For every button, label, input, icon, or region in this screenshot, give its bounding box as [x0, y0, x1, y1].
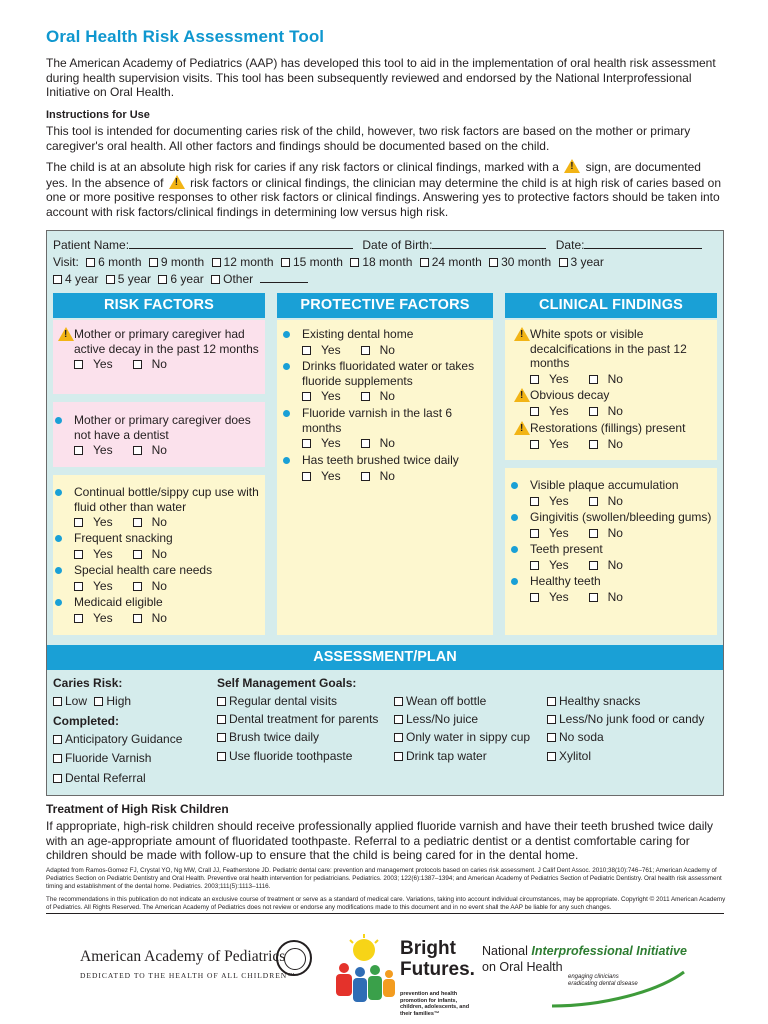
- checkbox[interactable]: [74, 518, 83, 527]
- nipi-national: National: [482, 944, 528, 958]
- bf-line-1: Bright: [400, 938, 456, 959]
- checkbox[interactable]: [133, 550, 142, 559]
- checkbox[interactable]: [149, 258, 158, 267]
- high-option[interactable]: High: [94, 694, 131, 708]
- bullet-icon: [511, 482, 518, 489]
- risk-item-5: Special health care needs Yes No: [55, 563, 260, 593]
- bullet-icon: [55, 567, 62, 574]
- yes-option[interactable]: Yes: [74, 579, 123, 593]
- risk-item-2: Mother or primary caregiver does not have a dentist Yes No: [55, 413, 260, 458]
- no-option[interactable]: No: [133, 443, 177, 457]
- patient-name-field[interactable]: [129, 238, 353, 249]
- no-option[interactable]: No: [133, 547, 177, 561]
- no-option[interactable]: No: [589, 494, 633, 508]
- checkbox[interactable]: [106, 275, 115, 284]
- nipi-tagline: engaging clinicians eradicating dental disease: [568, 974, 638, 987]
- goal-option[interactable]: Wean off bottle: [394, 694, 486, 708]
- assessment-form: [46, 230, 724, 796]
- checkbox[interactable]: [133, 582, 142, 591]
- dob-field[interactable]: [432, 238, 546, 249]
- checkbox[interactable]: [589, 440, 598, 449]
- checkbox[interactable]: [53, 735, 62, 744]
- protective-item-3: Fluoride varnish in the last 6 months Yes No: [283, 406, 488, 451]
- visit-option[interactable]: Other: [211, 272, 253, 286]
- checkbox[interactable]: [74, 446, 83, 455]
- yes-option[interactable]: Yes: [530, 526, 579, 540]
- yes-option[interactable]: Yes: [302, 436, 351, 450]
- checkbox[interactable]: [281, 258, 290, 267]
- checkbox[interactable]: [394, 697, 403, 706]
- bullet-icon: [511, 578, 518, 585]
- yes-option[interactable]: Yes: [74, 515, 123, 529]
- warning-icon: [514, 327, 530, 341]
- visit-option[interactable]: 6 month: [86, 255, 141, 269]
- yes-option[interactable]: Yes: [530, 372, 579, 386]
- bf-line-2: Futures.: [400, 959, 475, 980]
- goal-option[interactable]: Use fluoride toothpaste: [217, 749, 352, 763]
- bright-futures-logo: [330, 932, 475, 1017]
- checkbox[interactable]: [547, 697, 556, 706]
- treatment-heading: Treatment of High Risk Children: [46, 802, 229, 816]
- clinical-item-1: ! White spots or visible decalcifications in the past 12 months Yes No: [511, 327, 716, 386]
- no-option[interactable]: No: [133, 357, 177, 371]
- checkbox[interactable]: [217, 752, 226, 761]
- bf-tagline: prevention and health promotion for infants, children, adolescents, and their families™: [400, 991, 470, 1017]
- checkbox[interactable]: [547, 715, 556, 724]
- checkbox[interactable]: [530, 440, 539, 449]
- nipi-initiative: Interprofessional Initiative: [531, 944, 687, 958]
- checkbox[interactable]: [302, 439, 311, 448]
- checkbox[interactable]: [212, 258, 221, 267]
- yes-option[interactable]: Yes: [74, 357, 123, 371]
- completed-option[interactable]: Fluoride Varnish: [53, 751, 151, 765]
- no-option[interactable]: No: [589, 526, 633, 540]
- yes-option[interactable]: Yes: [302, 389, 351, 403]
- patient-name-label: Patient Name:: [53, 238, 130, 252]
- checkbox[interactable]: [530, 561, 539, 570]
- checkbox[interactable]: [53, 275, 62, 284]
- instructions-heading: Instructions for Use: [46, 109, 150, 121]
- warning-icon: [514, 421, 530, 435]
- no-option[interactable]: No: [589, 404, 633, 418]
- no-option[interactable]: No: [589, 558, 633, 572]
- protective-item-2: Drinks fluoridated water or takes fluoride supplements Yes No: [283, 359, 488, 404]
- checkbox[interactable]: [589, 593, 598, 602]
- yes-option[interactable]: Yes: [530, 404, 579, 418]
- aap-seal-icon: [276, 940, 312, 976]
- checkbox[interactable]: [350, 258, 359, 267]
- goal-option[interactable]: Drink tap water: [394, 749, 487, 763]
- checkbox[interactable]: [74, 360, 83, 369]
- checkbox[interactable]: [589, 407, 598, 416]
- checkbox[interactable]: [589, 375, 598, 384]
- nipi-logo: [482, 944, 687, 987]
- warning-icon: [564, 159, 580, 173]
- yes-option[interactable]: Yes: [530, 494, 579, 508]
- no-option[interactable]: No: [133, 611, 177, 625]
- goal-option[interactable]: Only water in sippy cup: [394, 730, 530, 744]
- bullet-icon: [55, 417, 62, 424]
- goals-label: Self Management Goals:: [217, 676, 357, 690]
- checkbox[interactable]: [559, 258, 568, 267]
- checkbox[interactable]: [530, 593, 539, 602]
- visit-line-1: [53, 255, 608, 269]
- checkbox[interactable]: [361, 439, 370, 448]
- aap-name: American Academy of Pediatrics: [80, 948, 286, 965]
- warning-icon: [169, 175, 185, 189]
- clinical-item-7: Healthy teeth Yes No: [511, 574, 716, 604]
- no-option[interactable]: No: [361, 469, 405, 483]
- low-option[interactable]: Low: [53, 694, 87, 708]
- goal-option[interactable]: No soda: [547, 730, 604, 744]
- checkbox[interactable]: [74, 582, 83, 591]
- bullet-icon: [55, 489, 62, 496]
- visit-option[interactable]: 6 year: [158, 272, 203, 286]
- caries-risk-label: Caries Risk:: [53, 676, 123, 690]
- footer-divider: [46, 913, 724, 914]
- checkbox[interactable]: [133, 614, 142, 623]
- date-field[interactable]: [584, 238, 702, 249]
- bullet-icon: [283, 457, 290, 464]
- checkbox[interactable]: [361, 346, 370, 355]
- nipi-oral-health: on Oral Health: [482, 960, 563, 974]
- no-option[interactable]: No: [589, 590, 633, 604]
- no-option[interactable]: No: [589, 437, 633, 451]
- aap-logo: [80, 948, 296, 980]
- checkbox[interactable]: [133, 360, 142, 369]
- warning-icon: [58, 327, 74, 341]
- clinical-item-3: ! Restorations (fillings) present Yes No: [511, 421, 716, 451]
- checkbox[interactable]: [86, 258, 95, 267]
- goal-option[interactable]: Healthy snacks: [547, 694, 640, 708]
- no-option[interactable]: No: [589, 372, 633, 386]
- protective-item-1: Existing dental home Yes No: [283, 327, 488, 357]
- checkbox[interactable]: [217, 733, 226, 742]
- no-option[interactable]: No: [361, 436, 405, 450]
- checkbox[interactable]: [217, 697, 226, 706]
- goal-option[interactable]: Dental treatment for parents: [217, 712, 378, 726]
- bullet-icon: [55, 535, 62, 542]
- yes-option[interactable]: Yes: [74, 547, 123, 561]
- goal-option[interactable]: Less/No juice: [394, 712, 478, 726]
- checkbox[interactable]: [489, 258, 498, 267]
- checkbox[interactable]: [53, 774, 62, 783]
- checkbox[interactable]: [589, 529, 598, 538]
- completed-option[interactable]: Dental Referral: [53, 771, 146, 785]
- checkbox[interactable]: [530, 529, 539, 538]
- checkbox[interactable]: [302, 392, 311, 401]
- page-title: Oral Health Risk Assessment Tool: [46, 27, 325, 46]
- no-option[interactable]: No: [361, 343, 405, 357]
- intro-paragraph: The American Academy of Pediatrics (AAP) has developed this tool to aid in the implementation of oral health risk assessment during health supervision visits. This tool has been subsequently reviewed and endorsed by the National Interprofessional Initiative on Oral Health.: [46, 56, 716, 99]
- yes-option[interactable]: Yes: [530, 437, 579, 451]
- visit-option[interactable]: 12 month: [212, 255, 274, 269]
- visit-option[interactable]: 3 year: [559, 255, 604, 269]
- checkbox[interactable]: [133, 446, 142, 455]
- visit-option[interactable]: 4 year: [53, 272, 98, 286]
- clinical-item-2: ! Obvious decay Yes No: [511, 388, 716, 418]
- checkbox[interactable]: [302, 346, 311, 355]
- checkbox[interactable]: [74, 614, 83, 623]
- checkbox[interactable]: [217, 715, 226, 724]
- goal-option[interactable]: Less/No junk food or candy: [547, 712, 704, 726]
- no-option[interactable]: No: [361, 389, 405, 403]
- protective-factors-header: PROTECTIVE FACTORS: [277, 293, 493, 318]
- nipi-swoosh-icon: [482, 970, 692, 1010]
- visit-option[interactable]: 9 month: [149, 255, 204, 269]
- checkbox[interactable]: [133, 518, 142, 527]
- checkbox[interactable]: [530, 497, 539, 506]
- completed-option[interactable]: Anticipatory Guidance: [53, 732, 182, 746]
- clinical-item-6: Teeth present Yes No: [511, 542, 716, 572]
- warning-icon: [514, 388, 530, 402]
- checkbox[interactable]: [302, 472, 311, 481]
- aap-tagline: DEDICATED TO THE HEALTH OF ALL CHILDREN™: [80, 971, 296, 980]
- visit-option[interactable]: 5 year: [106, 272, 151, 286]
- yes-option[interactable]: Yes: [74, 443, 123, 457]
- instructions-paragraph-2: [46, 159, 726, 219]
- completed-label: Completed:: [53, 714, 119, 728]
- checkbox[interactable]: [394, 715, 403, 724]
- checkbox[interactable]: [94, 697, 103, 706]
- checkbox[interactable]: [361, 472, 370, 481]
- references-text: Adapted from Ramos-Gomez FJ, Crystal YO, Ng MW, Crall JJ, Featherstone JD. Pediatric dental care: prevention and management protocols based on caries risk assessment. J Calif Dent Assoc. 2010;38(10):746–761; American Academy of Pediatrics Section on Pediatric Dentistry and Oral Health. Preventive oral health intervention for pediatricians. Pediatrics. 2003; 122(6):1387–1394; and American Academy of Pediatrics Section of Pediatric Dentistry. Oral health risk assessment timing and establishment of the dental home. Pediatrics. 2003;111(5):1113–1116.: [46, 867, 722, 890]
- clinical-item-5: Gingivitis (swollen/bleeding gums) Yes No: [511, 510, 716, 540]
- visit-option[interactable]: 30 month: [489, 255, 551, 269]
- visit-option[interactable]: 15 month: [281, 255, 343, 269]
- risk-item-4: Frequent snacking Yes No: [55, 531, 260, 561]
- yes-option[interactable]: Yes: [302, 469, 351, 483]
- bullet-icon: [283, 331, 290, 338]
- checkbox[interactable]: [74, 550, 83, 559]
- checkbox[interactable]: [589, 497, 598, 506]
- bullet-icon: [283, 363, 290, 370]
- instructions-2b: sign, are documented yes. In the absence of: [46, 160, 701, 190]
- bullet-icon: [283, 410, 290, 417]
- disclaimer-text: The recommendations in this publication do not indicate an exclusive course of treatment or serve as a standard of medical care. Variations, taking into account individual circumstances, may be appropriate. Copyright © 2011 American Academy of Pediatrics. All Rights Reserved. The American Academy of Pediatrics does not review or endorse any modifications made to this document and in no event shall the AAP be liable for any such changes.: [46, 896, 726, 911]
- checkbox[interactable]: [361, 392, 370, 401]
- no-option[interactable]: No: [133, 579, 177, 593]
- checkbox[interactable]: [53, 697, 62, 706]
- instructions-paragraph-1: This tool is intended for documenting caries risk of the child, however, two risk factors are based on the mother or primary caregiver's oral health. All other factors and findings should be documented based on the child.: [46, 124, 691, 153]
- goal-option[interactable]: Brush twice daily: [217, 730, 319, 744]
- bullet-icon: [511, 514, 518, 521]
- caries-risk-options: [53, 694, 135, 708]
- instructions-2c: risk factors or clinical findings, the clinician may determine the child is at high risk of caries based on one or more positive responses to other risk factors or clinical findings. Answering yes to protective factors should be taken into account with risk factors/clinical findings in determining low versus high risk.: [46, 175, 722, 219]
- checkbox[interactable]: [394, 733, 403, 742]
- yes-option[interactable]: Yes: [530, 558, 579, 572]
- risk-item-1: ! Mother or primary caregiver had active decay in the past 12 months Yes No: [55, 327, 260, 372]
- checkbox[interactable]: [547, 733, 556, 742]
- checkbox[interactable]: [530, 407, 539, 416]
- checkbox[interactable]: [211, 275, 220, 284]
- checkbox[interactable]: [530, 375, 539, 384]
- protective-item-4: Has teeth brushed twice daily Yes No: [283, 453, 488, 483]
- bullet-icon: [511, 546, 518, 553]
- instructions-2a: The child is at an absolute high risk for caries if any risk factors or clinical findings, marked with a: [46, 160, 559, 174]
- checkbox[interactable]: [547, 752, 556, 761]
- checkbox[interactable]: [53, 754, 62, 763]
- bullet-icon: [55, 599, 62, 606]
- dob-label: Date of Birth:: [362, 238, 433, 252]
- checkbox[interactable]: [589, 561, 598, 570]
- visit-option[interactable]: 18 month: [350, 255, 412, 269]
- date-label: Date:: [555, 238, 585, 252]
- yes-option[interactable]: Yes: [302, 343, 351, 357]
- visit-label: Visit:: [53, 255, 79, 269]
- clinical-findings-header: CLINICAL FINDINGS: [505, 293, 717, 318]
- treatment-paragraph: If appropriate, high-risk children should receive professionally applied fluoride varnish and have their teeth brushed twice daily with an age-appropriate amount of fluoridated toothpaste. Referral to a pediatric dentist or a dentist comfortable caring for children should be made with follow-up to ensure that the child is being cared for in the dental home.: [46, 819, 714, 862]
- patient-info-line: [53, 238, 702, 252]
- visit-line-2: [53, 272, 308, 286]
- visit-option[interactable]: 24 month: [420, 255, 482, 269]
- goal-option[interactable]: Regular dental visits: [217, 694, 337, 708]
- other-field[interactable]: [260, 272, 308, 283]
- risk-factors-header: RISK FACTORS: [53, 293, 265, 318]
- no-option[interactable]: No: [133, 515, 177, 529]
- yes-option[interactable]: Yes: [530, 590, 579, 604]
- checkbox[interactable]: [420, 258, 429, 267]
- yes-option[interactable]: Yes: [74, 611, 123, 625]
- risk-item-3: Continual bottle/sippy cup use with fluid other than water Yes No: [55, 485, 260, 530]
- checkbox[interactable]: [394, 752, 403, 761]
- checkbox[interactable]: [158, 275, 167, 284]
- bright-futures-figures-icon: [330, 932, 398, 1010]
- goal-option[interactable]: Xylitol: [547, 749, 591, 763]
- risk-item-6: Medicaid eligible Yes No: [55, 595, 260, 625]
- clinical-item-4: Visible plaque accumulation Yes No: [511, 478, 716, 508]
- assessment-plan-header: ASSESSMENT/PLAN: [47, 645, 723, 670]
